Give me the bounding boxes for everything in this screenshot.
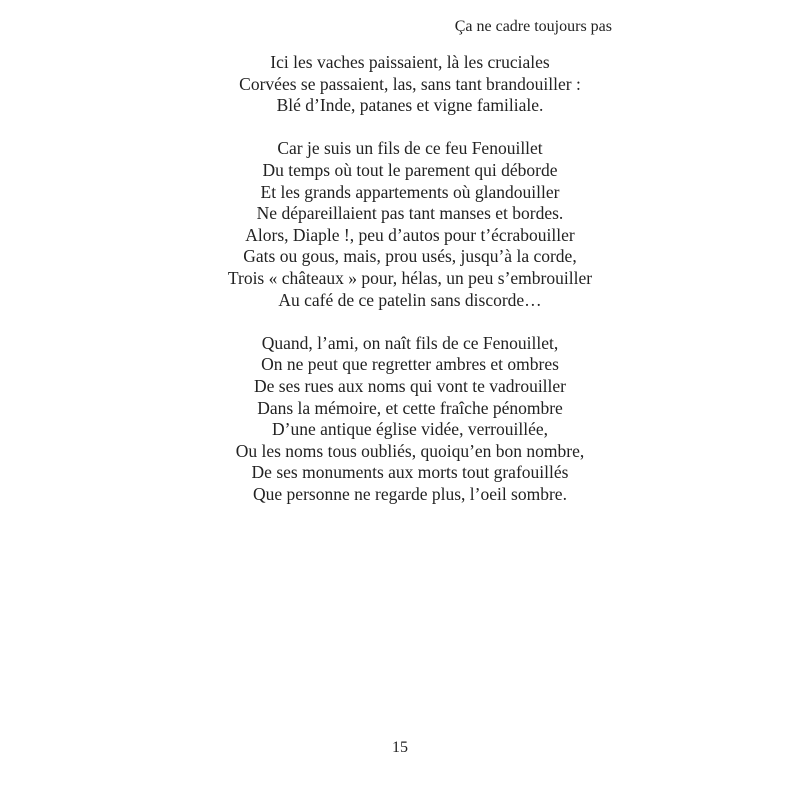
verse-line: De ses monuments aux morts tout grafouillés [251, 462, 569, 483]
verse-line: Quand, l’ami, on naît fils de ce Fenouillet, [261, 332, 559, 353]
verse-line: Alors, Diaple !, peu d’autos pour t’écrabouiller [245, 224, 575, 245]
verse-line: D’une antique église vidée, verrouillée, [271, 419, 548, 440]
verse-line: Car je suis un fils de ce feu Fenouillet [277, 138, 543, 159]
verse-line: Trois « châteaux » pour, hélas, un peu s’embrouiller [227, 267, 593, 288]
running-title: Ça ne cadre toujours pas [454, 18, 612, 35]
verse-line: De ses rues aux noms qui vont te vadrouiller [253, 375, 567, 396]
verse-line: Ici les vaches paissaient, là les cruciales [270, 52, 550, 72]
verse-line: Ou les noms tous oubliés, quoiqu’en bon nombre, [235, 440, 585, 461]
verse-line: Dans la mémoire, et cette fraîche pénombre [257, 397, 563, 418]
stanza-1 [0, 52, 800, 117]
verse-line: Corvées se passaient, las, sans tant brandouiller : [239, 73, 581, 94]
verse-line: Ne dépareillaient pas tant manses et bordes. [256, 203, 564, 224]
verse-line: Et les grands appartements où glandouiller [260, 181, 560, 202]
verse-line: Au café de ce patelin sans discorde… [278, 289, 542, 310]
verse-line: Gats ou gous, mais, prou usés, jusqu’à la corde, [243, 246, 577, 267]
stanza-2 [0, 138, 800, 311]
poem [0, 52, 800, 527]
stanza-3 [0, 333, 800, 506]
page-number: 15 [392, 739, 408, 756]
verse-line: Que personne ne regarde plus, l’oeil sombre. [253, 483, 567, 504]
verse-line: Du temps où tout le parement qui déborde [262, 159, 558, 180]
verse-line: On ne peut que regretter ambres et ombres [261, 354, 559, 375]
verse-line: Blé d’Inde, patanes et vigne familiale. [276, 95, 544, 116]
